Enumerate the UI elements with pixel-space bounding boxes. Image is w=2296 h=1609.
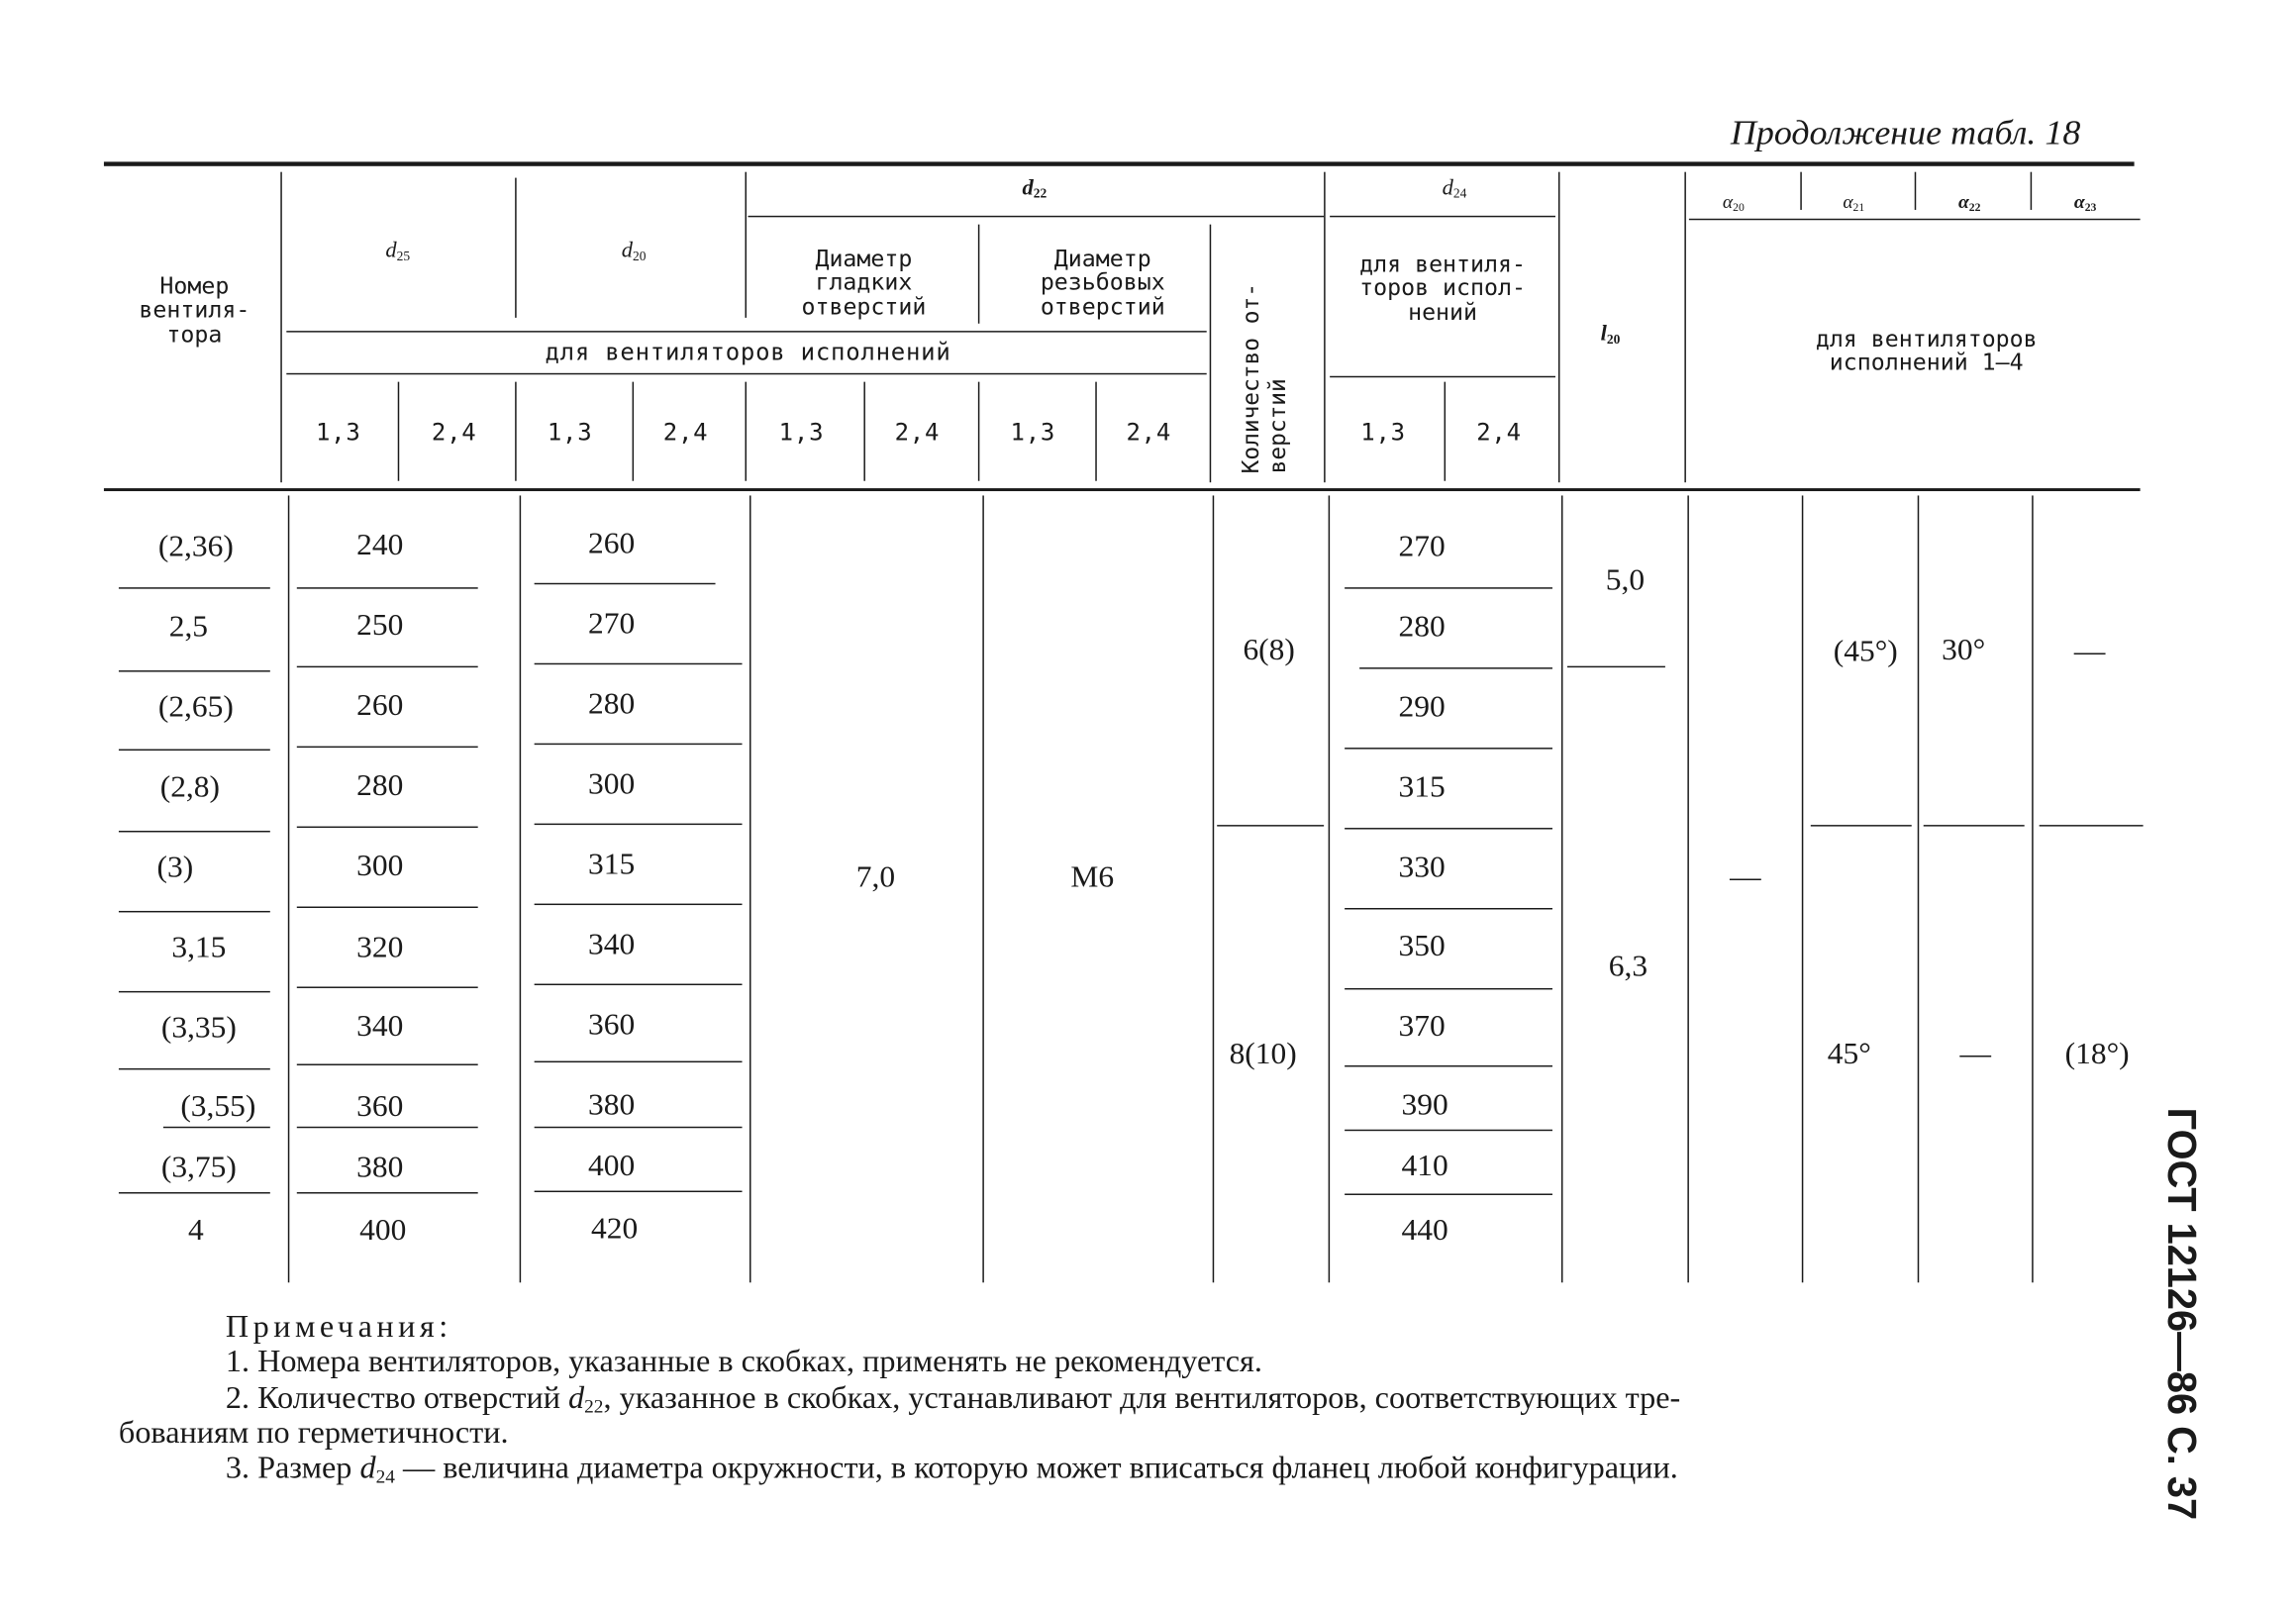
header-l20: $l_{20}$ <box>1600 322 1621 347</box>
cell-d25: 300 <box>356 847 404 883</box>
cell-d20: 315 <box>587 846 636 881</box>
cell-d24: 315 <box>1398 768 1446 804</box>
cell-fan-number: (3,75) <box>160 1149 237 1184</box>
cell-d20: 360 <box>587 1006 636 1042</box>
header-version-24: 2,4 <box>894 418 941 447</box>
header-for-fans-versions-1-4: для вентиляторов исполнений 1—4 <box>1815 326 2038 376</box>
header-version-13: 1,3 <box>1360 418 1406 447</box>
header-d22: $d_{22}$ <box>1022 176 1048 201</box>
cell-d24: 280 <box>1398 608 1446 644</box>
header-d24: $d_{24}$ <box>1442 176 1467 201</box>
header-fan-number: Номер вентиля- тора <box>139 273 250 348</box>
table-caption: Продолжение табл. 18 <box>1730 115 2081 153</box>
header-hole-count: Количество от- верстий <box>1238 283 1291 474</box>
header-version-13: 1,3 <box>547 418 593 447</box>
cell-d24: 410 <box>1401 1148 1448 1183</box>
cell-fan-number: (3,35) <box>160 1009 237 1045</box>
cell-holes-a: 6(8) <box>1243 632 1295 667</box>
header-version-13: 1,3 <box>315 418 361 447</box>
cell-fan-number: (3) <box>156 849 194 884</box>
cell-fan-number: (2,8) <box>159 768 221 804</box>
cell-fan-number: 2,5 <box>168 608 209 644</box>
cell-a20: — <box>1730 858 1761 895</box>
header-version-24: 2,4 <box>431 418 477 447</box>
header-version-24: 2,4 <box>1476 418 1522 447</box>
header-version-24: 2,4 <box>1126 418 1172 447</box>
note-3: 3. Размер $d_{24}$ — величина диаметра окружности, в которую может вписаться фланец любой конфигурации. <box>225 1450 1678 1487</box>
cell-holes-b: 8(10) <box>1229 1035 1297 1071</box>
cell-d25: 360 <box>356 1087 404 1124</box>
notes-title: Примечания: <box>225 1308 452 1345</box>
cell-a23-a: — <box>2073 633 2106 668</box>
cell-fan-number: 3,15 <box>171 929 227 964</box>
cell-d20: 340 <box>587 926 636 961</box>
header-a23: $\alpha_{23}$ <box>2073 190 2097 214</box>
note-2-continuation: бованиям по герметичности. <box>118 1415 509 1451</box>
cell-d24: 350 <box>1398 927 1446 963</box>
header-d22-smooth: Диаметр гладких отверстий <box>801 246 927 320</box>
cell-a22-a: 30° <box>1942 632 1986 667</box>
header-d24-note: для вентиля- торов испол- нений <box>1359 251 1526 326</box>
cell-fan-number: (2,36) <box>157 528 234 563</box>
cell-d20: 380 <box>587 1086 636 1122</box>
header-a20: $\alpha_{20}$ <box>1722 190 1745 214</box>
cell-d24: 270 <box>1398 528 1446 563</box>
cell-d25: 240 <box>356 527 404 562</box>
cell-d25: 280 <box>356 766 404 803</box>
cell-thread-diameter: M6 <box>1070 858 1115 895</box>
cell-a23-b: (18°) <box>2064 1035 2130 1071</box>
cell-d20: 270 <box>587 605 636 641</box>
cell-a21-a: (45°) <box>1833 633 1898 668</box>
side-standard-label: ГОСТ 12126—86 С. 37 <box>2159 1107 2205 1521</box>
header-d25: $d_{25}$ <box>385 239 411 263</box>
cell-d24: 330 <box>1398 849 1446 884</box>
cell-d20: 420 <box>590 1210 639 1246</box>
cell-fan-number: (2,65) <box>157 688 234 724</box>
header-d20: $d_{20}$ <box>621 239 647 263</box>
cell-fan-number: 4 <box>188 1211 204 1248</box>
cell-d24: 370 <box>1398 1007 1446 1044</box>
cell-d25: 320 <box>356 929 404 964</box>
header-version-13: 1,3 <box>778 418 825 447</box>
cell-d20: 400 <box>587 1148 636 1183</box>
cell-l20-b: 6,3 <box>1608 948 1648 983</box>
cell-d25: 250 <box>356 607 404 643</box>
cell-a21-b: 45° <box>1827 1035 1871 1071</box>
cell-a22-b: — <box>1959 1035 1991 1071</box>
cell-l20-a: 5,0 <box>1605 561 1646 597</box>
cell-d25: 340 <box>356 1007 404 1044</box>
cell-d20: 280 <box>587 685 636 721</box>
cell-d24: 390 <box>1401 1086 1448 1122</box>
cell-d25: 400 <box>359 1211 407 1248</box>
header-version-13: 1,3 <box>1010 418 1056 447</box>
header-d22-thread: Диаметр резьбовых отверстий <box>1040 246 1165 320</box>
cell-d24: 290 <box>1398 688 1446 724</box>
header-a22: $\alpha_{22}$ <box>1957 190 1981 214</box>
header-version-24: 2,4 <box>662 418 709 447</box>
cell-d20: 300 <box>587 765 636 801</box>
note-2: 2. Количество отверстий $d_{22}$, указанное в скобках, устанавливают для вентиляторов, соответствующих тре- <box>225 1379 1681 1418</box>
cell-smooth-diameter: 7,0 <box>855 858 896 895</box>
cell-d25: 380 <box>356 1149 404 1184</box>
cell-d25: 260 <box>356 687 404 723</box>
header-a21: $\alpha_{21}$ <box>1843 190 1865 214</box>
cell-d20: 260 <box>587 525 636 560</box>
note-1: 1. Номера вентиляторов, указанные в скобках, применять не рекомендуется. <box>225 1344 1262 1379</box>
cell-fan-number: (3,55) <box>180 1087 256 1124</box>
cell-d24: 440 <box>1401 1211 1448 1248</box>
header-for-fans-versions: для вентиляторов исполнений <box>545 338 951 366</box>
